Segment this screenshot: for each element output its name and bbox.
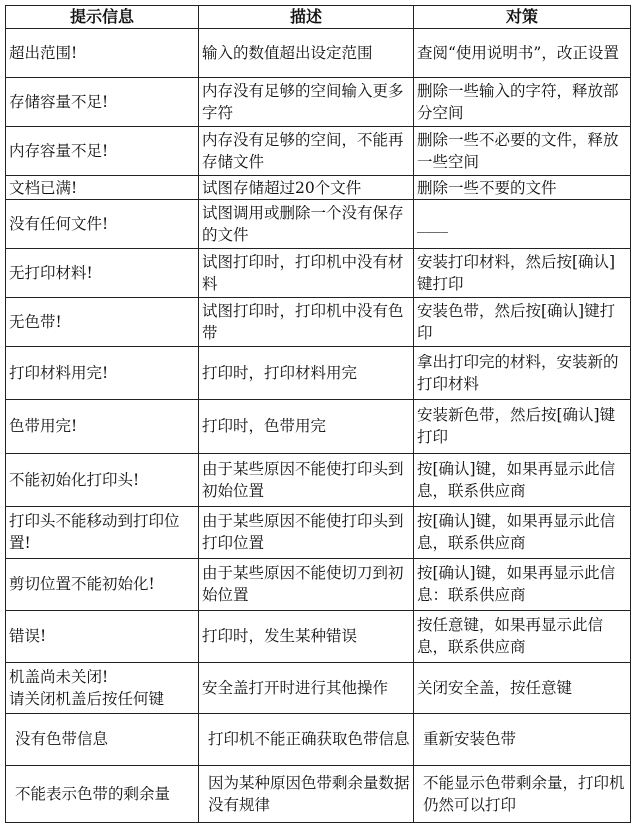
table-row [6, 400, 631, 453]
action-cell: 按任意键，如果再显示此信息，联系供应商 [414, 610, 631, 662]
table-row [6, 765, 631, 822]
table-row [6, 29, 631, 78]
description-cell: 试图调用或删除一个没有保存的文件 [199, 200, 414, 249]
table-row [6, 175, 631, 199]
description-cell: 试图打印时，打印机中没有材料 [199, 249, 414, 298]
action-cell: 按[确认]键，如果再显示此信息，联系供应商 [414, 453, 631, 506]
message-cell: 文档已满! [6, 175, 199, 199]
table-row [6, 506, 631, 558]
description-cell: 试图打印时，打印机中没有色带 [199, 298, 414, 347]
action-cell: 按[确认]键，如果再显示此信息：联系供应商 [414, 558, 631, 610]
message-cell: 机盖尚未关闭! 请关闭机盖后按任何键 [6, 662, 199, 713]
description-cell: 打印时，发生某种错误 [199, 610, 414, 662]
table-row [6, 610, 631, 662]
description-cell: 因为某种原因色带剩余量数据没有规律 [199, 765, 414, 822]
action-cell: 安装新色带，然后按[确认]键打印 [414, 400, 631, 453]
message-cell: 打印材料用完! [6, 347, 199, 400]
message-cell: 无打印材料! [6, 249, 199, 298]
description-cell: 安全盖打开时进行其他操作 [199, 662, 414, 713]
description-cell: 由于某些原因不能使切刀到初始位置 [199, 558, 414, 610]
message-cell: 打印头不能移动到打印位置! [6, 506, 199, 558]
description-cell: 由于某些原因不能使打印头到打印位置 [199, 506, 414, 558]
action-cell: 查阅“使用说明书”，改正设置 [414, 29, 631, 78]
description-cell: 打印时，色带用完 [199, 400, 414, 453]
error-message-table [5, 5, 631, 823]
message-cell: 超出范围! [6, 29, 199, 78]
message-cell: 没有色带信息 [6, 713, 199, 765]
action-cell: 安装色带，然后按[确认]键打印 [414, 298, 631, 347]
action-cell: 删除一些不必要的文件，释放一些空间 [414, 126, 631, 175]
description-cell: 内存没有足够的空间输入更多字符 [199, 77, 414, 126]
message-cell: 内存容量不足! [6, 126, 199, 175]
action-cell: 删除一些不要的文件 [414, 175, 631, 199]
header-message: 提示信息 [6, 6, 199, 29]
table-row [6, 126, 631, 175]
action-cell: 安装打印材料，然后按[确认]键打印 [414, 249, 631, 298]
table-row [6, 249, 631, 298]
table-row [6, 713, 631, 765]
description-cell: 试图存储超过20个文件 [199, 175, 414, 199]
action-cell: 重新安装色带 [414, 713, 631, 765]
description-cell: 由于某些原因不能使打印头到初始位置 [199, 453, 414, 506]
message-cell: 色带用完! [6, 400, 199, 453]
table-row [6, 558, 631, 610]
header-description: 描述 [199, 6, 414, 29]
message-cell: 没有任何文件! [6, 200, 199, 249]
description-cell: 打印时，打印材料用完 [199, 347, 414, 400]
message-cell: 无色带! [6, 298, 199, 347]
header-row [6, 6, 631, 29]
action-cell: 删除一些输入的字符，释放部分空间 [414, 77, 631, 126]
table-row [6, 77, 631, 126]
action-cell: 关闭安全盖，按任意键 [414, 662, 631, 713]
header-action: 对策 [414, 6, 631, 29]
description-cell: 打印机不能正确获取色带信息 [199, 713, 414, 765]
action-cell: ____ [414, 200, 631, 249]
description-cell: 内存没有足够的空间，不能再存储文件 [199, 126, 414, 175]
action-cell: 按[确认]键，如果再显示此信息，联系供应商 [414, 506, 631, 558]
table-row [6, 298, 631, 347]
table-row [6, 662, 631, 713]
message-cell: 错误! [6, 610, 199, 662]
message-cell: 存储容量不足! [6, 77, 199, 126]
table-row [6, 347, 631, 400]
action-cell: 拿出打印完的材料，安装新的打印材料 [414, 347, 631, 400]
message-cell: 剪切位置不能初始化! [6, 558, 199, 610]
message-cell: 不能初始化打印头! [6, 453, 199, 506]
message-cell: 不能表示色带的剩余量 [6, 765, 199, 822]
action-cell: 不能显示色带剩余量，打印机仍然可以打印 [414, 765, 631, 822]
table-row [6, 453, 631, 506]
description-cell: 输入的数值超出设定范围 [199, 29, 414, 78]
table-row [6, 200, 631, 249]
